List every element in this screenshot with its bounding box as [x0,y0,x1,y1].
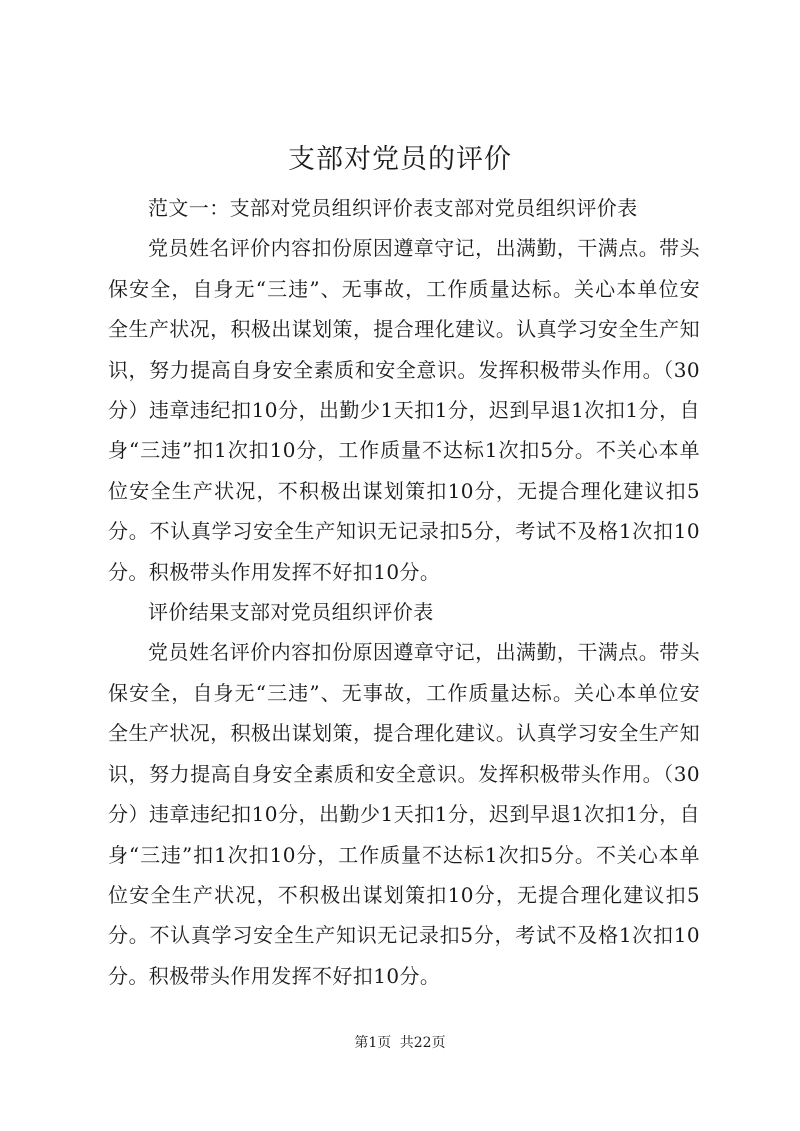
page-number: 第1页 [354,1035,392,1051]
paragraph-intro: 范文一：支部对党员组织评价表支部对党员组织评价表 [148,196,638,220]
paragraph-evaluation-content: 党员姓名评价内容扣份原因遵章守记，出满勤，干满点。带头保安全，自身无“三违”、无事故，工作质量达标。关心本单位安全生产状况，积极出谋划策，提合理化建议。认真学习安全生产知识，努力提高自身安全素质和安全意识。发挥积极带头作用。（30分）违章违纪扣10分，出勤少1天扣1分，迟到早退1次扣1分，自身“三违”扣1次扣10分，工作质量不达标1次扣5分。不关心本单位安全生产状况，不积极出谋划策扣10分，无提合理化建议扣5分。不认真学习安全生产知识无记录扣5分，考试不及格1次扣10分。积极带头作用发挥不好扣10分。 [108,236,700,584]
paragraph-evaluation-content-repeat: 党员姓名评价内容扣份原因遵章守记，出满勤，干满点。带头保安全，自身无“三违”、无事故，工作质量达标。关心本单位安全生产状况，积极出谋划策，提合理化建议。认真学习安全生产知识，努力提高自身安全素质和安全意识。发挥积极带头作用。（30分）违章违纪扣10分，出勤少1天扣1分，迟到早退1次扣1分，自身“三违”扣1次扣10分，工作质量不达标1次扣5分。不关心本单位安全生产状况，不积极出谋划策扣10分，无提合理化建议扣5分。不认真学习安全生产知识无记录扣5分，考试不及格1次扣10分。积极带头作用发挥不好扣10分。 [108,640,700,988]
document-title: 支部对党员的评价 [288,144,512,175]
document-body [108,188,700,996]
page-footer [0,1033,800,1053]
paragraph-result-heading: 评价结果支部对党员组织评价表 [148,600,434,625]
page-total: 共22页 [399,1035,446,1051]
